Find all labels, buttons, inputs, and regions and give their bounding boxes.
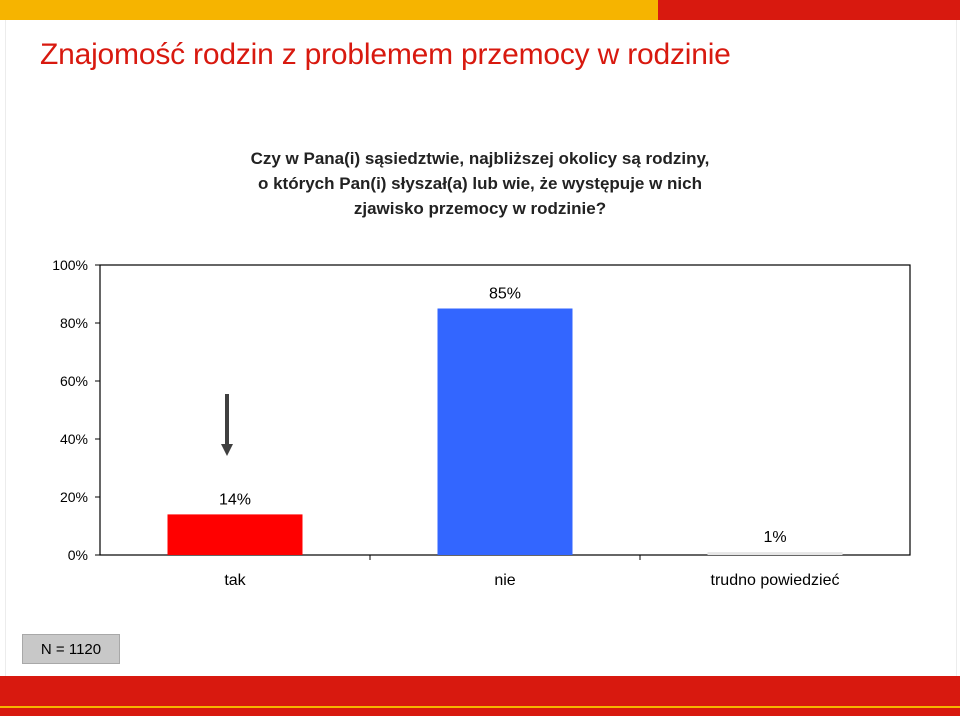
y-tick-label: 40% (59, 431, 88, 447)
category-label: trudno powiedzieć (710, 572, 840, 589)
data-label: 1% (763, 529, 787, 547)
bar (708, 552, 843, 555)
question-line-1: Czy w Pana(i) sąsiedztwie, najbliższej okolicy są rodziny, (250, 149, 710, 168)
data-label: 85% (488, 285, 522, 303)
data-label: 14% (218, 491, 252, 509)
y-tick-label: 60% (59, 373, 88, 389)
category-label: nie (494, 572, 516, 589)
down-arrow-head-icon (221, 444, 233, 456)
y-tick-label: 80% (59, 315, 88, 331)
sample-size-box: N = 1120 (22, 634, 120, 664)
bar (438, 309, 573, 556)
question-line-2: o których Pan(i) słyszał(a) lub wie, że występuje w nich (257, 174, 702, 193)
slide-title: Znajomość rodzin z problemem przemocy w rodzinie (40, 38, 731, 71)
y-tick-label: 0% (67, 547, 88, 563)
category-label: tak (224, 572, 246, 589)
question-line-3: zjawisko przemocy w rodzinie? (353, 199, 607, 218)
bar (168, 514, 303, 555)
y-tick-label: 20% (59, 489, 88, 505)
y-tick-label: 100% (52, 257, 88, 273)
